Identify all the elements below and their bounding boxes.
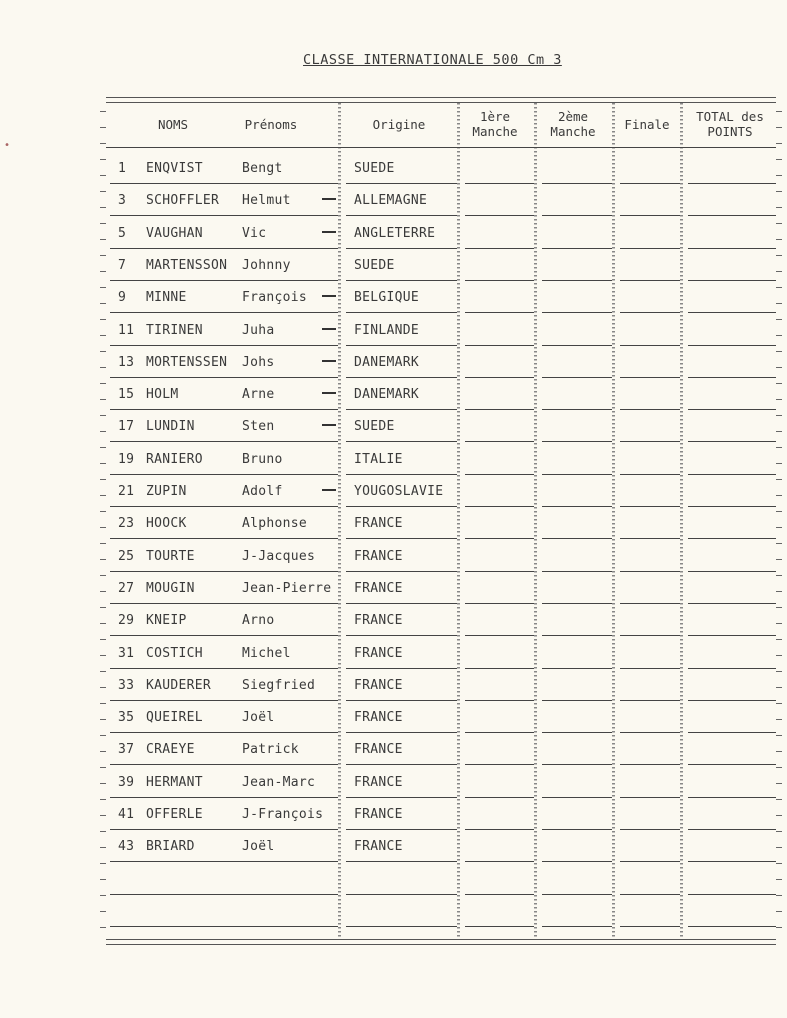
entry-name: BRIARD [146,839,195,855]
entry-number: 15 [118,387,135,403]
entry-country: FRANCE [354,677,403,693]
pen-dash-mark [322,295,336,297]
table-row [110,701,776,733]
entry-name: MARTENSSON [146,257,228,273]
entry-name: CRAEYE [146,742,195,758]
table-row [110,863,776,895]
entry-number: 19 [118,451,135,467]
entry-firstname: Joël [242,839,275,855]
entry-number: 7 [118,257,127,273]
entry-number: 17 [118,419,135,435]
entry-country: FRANCE [354,613,403,629]
entry-country: FRANCE [354,548,403,564]
entry-firstname: Bruno [242,451,283,467]
right-margin-marks [776,101,782,937]
entry-country: BELGIQUE [354,290,420,306]
entry-firstname: Adolf [242,484,283,499]
entry-firstname: Vic [242,225,267,241]
entry-name: RANIERO [146,451,203,467]
table-row [110,443,776,475]
entry-number: 23 [118,516,135,532]
entry-number: 3 [118,193,127,209]
entry-firstname: Helmut [242,193,291,209]
entry-firstname: Juha [242,322,275,338]
entry-country: FRANCE [354,839,403,855]
entry-firstname: J-Jacques [242,548,316,564]
entry-country: FRANCE [354,774,403,790]
left-margin-marks [100,101,106,937]
entry-firstname: Johnny [242,257,291,273]
table-row [110,604,776,636]
row-rule [110,926,338,927]
entry-name: LUNDIN [146,419,195,435]
entry-country: FINLANDE [354,322,420,338]
entry-name: COSTICH [146,645,203,661]
entry-firstname: Sten [242,419,275,435]
entry-firstname: J-François [242,807,324,822]
entry-name: ENQVIST [146,161,203,176]
header-1ere-manche: 1ère Manche [472,109,518,139]
entry-firstname: Johs [242,354,275,370]
pen-dash-mark [322,424,336,426]
entry-country: ITALIE [354,451,403,467]
results-table [106,97,776,945]
table-row [110,830,776,862]
entry-name: HOOCK [146,516,187,532]
table-row [110,346,776,378]
entry-number: 25 [118,548,135,564]
table-row [110,895,776,927]
entry-name: MINNE [146,290,187,306]
entry-country: FRANCE [354,516,403,532]
table-header [106,103,776,148]
table-row [110,281,776,313]
entry-number: 5 [118,225,127,241]
pen-dash-mark [322,489,336,491]
entry-name: QUEIREL [146,710,203,726]
table-row [110,152,776,184]
header-total-points: TOTAL des POINTS [696,109,764,139]
entry-name: MORTENSSEN [146,354,228,370]
entry-number: 43 [118,839,135,855]
entry-country: FRANCE [354,710,403,726]
entry-number: 39 [118,774,135,790]
row-rule [620,926,680,927]
entry-country: FRANCE [354,645,403,661]
entry-number: 31 [118,645,135,661]
table-row [110,314,776,346]
entry-number: 11 [118,322,135,338]
pen-dash-mark [322,198,336,200]
entry-name: ZUPIN [146,484,187,499]
table-row [110,507,776,539]
entry-name: SCHOFFLER [146,193,220,209]
entry-number: 21 [118,484,135,499]
page-title: CLASSE INTERNATIONALE 500 Cm 3 [303,52,562,68]
pen-dash-mark [322,360,336,362]
entry-country: SUEDE [354,161,395,176]
header-prenoms: Prénoms [244,117,298,132]
table-row [110,669,776,701]
table-row [110,378,776,410]
entry-firstname: Michel [242,645,291,661]
table-row [110,184,776,216]
row-rule [346,926,457,927]
entry-name: TOURTE [146,548,195,564]
table-row [110,540,776,572]
pen-dash-mark [322,392,336,394]
table-row [110,249,776,281]
entry-country: FRANCE [354,807,403,822]
entry-name: TIRINEN [146,322,203,338]
entry-firstname: Arno [242,613,275,629]
table-row [110,798,776,830]
entry-number: 41 [118,807,135,822]
table-bottom-border [106,939,776,945]
entry-country: DANEMARK [354,387,420,403]
entry-name: HERMANT [146,774,203,790]
pen-dash-mark [322,328,336,330]
header-noms: NOMS [157,117,189,132]
entry-name: HOLM [146,387,179,403]
row-rule [465,926,534,927]
entry-country: FRANCE [354,580,403,596]
table-row [110,733,776,765]
entry-firstname: Jean-Pierre [242,580,332,596]
entry-name: KNEIP [146,613,187,629]
entry-number: 35 [118,710,135,726]
header-2eme-manche: 2ème Manche [550,109,596,139]
paper-speck: • [4,140,11,151]
entry-firstname: Patrick [242,742,299,758]
entry-country: DANEMARK [354,354,420,370]
table-row [110,217,776,249]
entry-country: ALLEMAGNE [354,193,428,209]
entry-country: ANGLETERRE [354,225,436,241]
table-row [110,572,776,604]
entry-name: MOUGIN [146,580,195,596]
pen-dash-mark [322,231,336,233]
entry-name: KAUDERER [146,677,212,693]
entry-country: FRANCE [354,742,403,758]
entry-firstname: Alphonse [242,516,308,532]
entry-firstname: Arne [242,387,275,403]
entry-name: OFFERLE [146,807,203,822]
entry-firstname: François [242,290,308,306]
entry-firstname: Joël [242,710,275,726]
row-rule [542,926,612,927]
header-origine: Origine [372,117,426,132]
entry-name: VAUGHAN [146,225,203,241]
entry-number: 1 [118,161,127,176]
entry-country: YOUGOSLAVIE [354,484,444,499]
entry-number: 33 [118,677,135,693]
entry-firstname: Bengt [242,161,283,176]
header-finale: Finale [624,117,670,132]
entry-firstname: Jean-Marc [242,774,316,790]
entry-number: 13 [118,354,135,370]
entry-country: SUEDE [354,419,395,435]
entry-number: 9 [118,290,127,306]
entry-number: 29 [118,613,135,629]
table-row [110,410,776,442]
table-row [110,475,776,507]
entry-country: SUEDE [354,257,395,273]
row-rule [688,926,776,927]
entry-number: 27 [118,580,135,596]
entry-number: 37 [118,742,135,758]
table-row [110,637,776,669]
table-row [110,766,776,798]
entry-firstname: Siegfried [242,677,316,693]
